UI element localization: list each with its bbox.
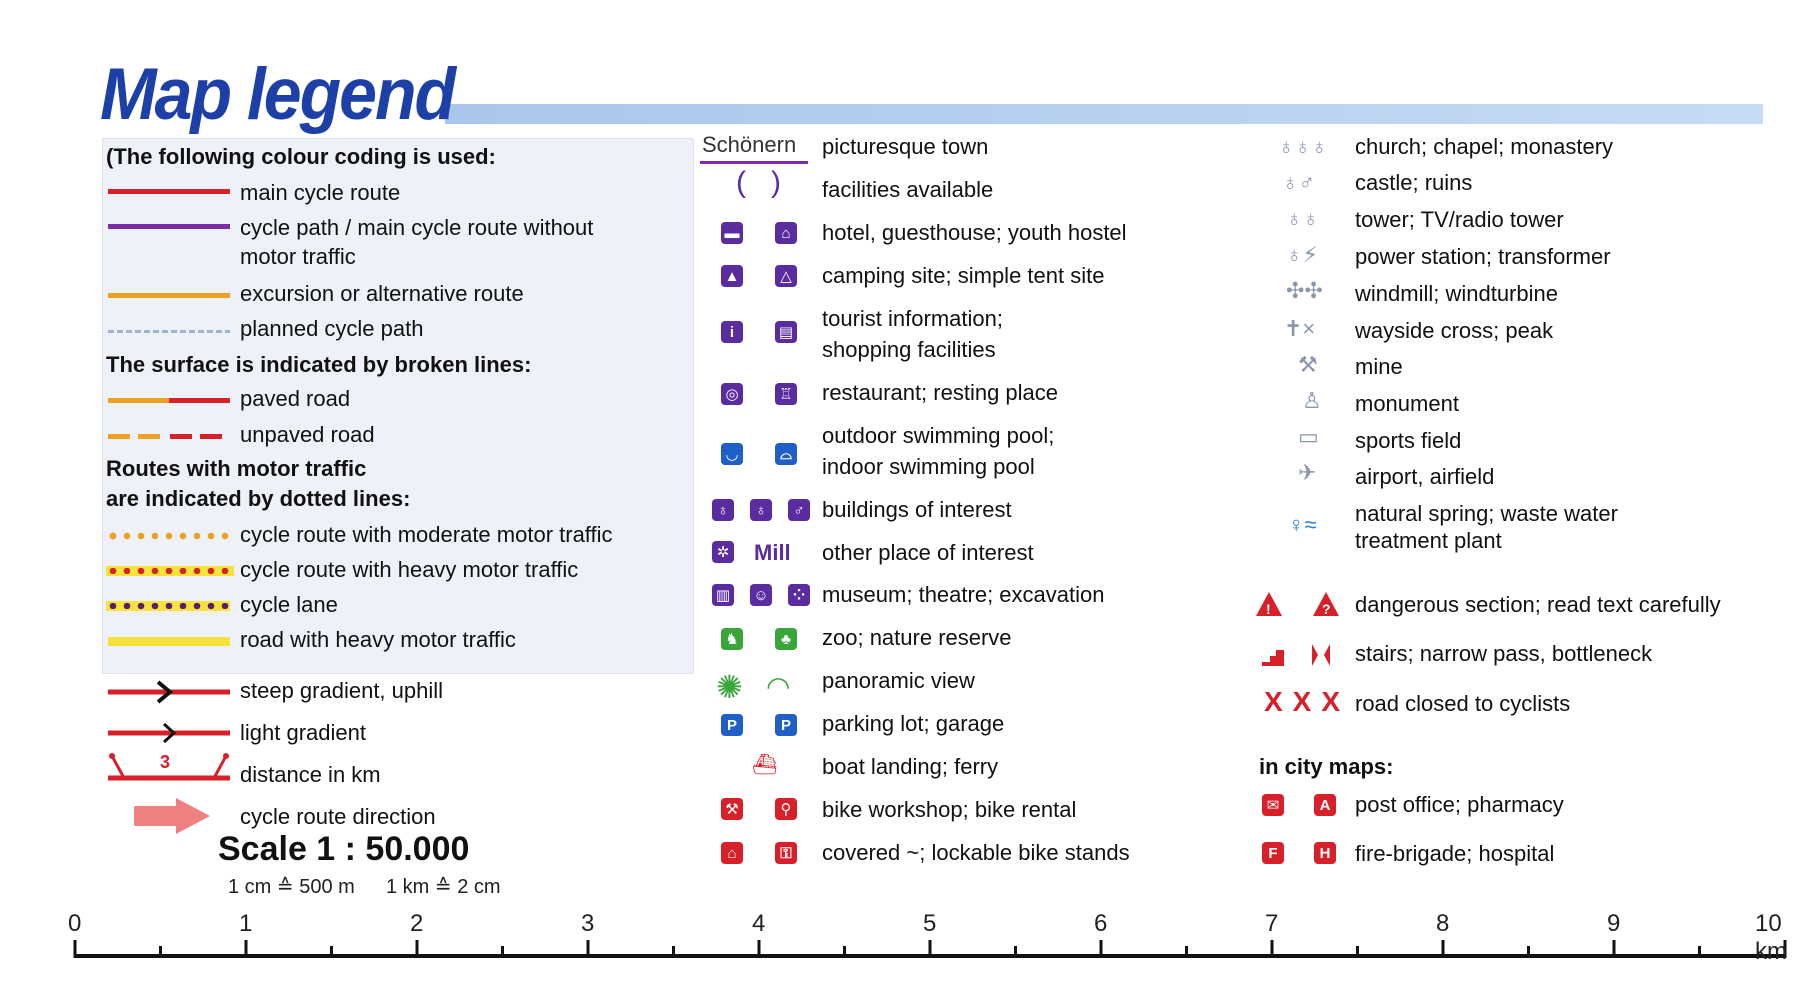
nature-reserve-icon: ♣	[775, 628, 797, 650]
legend-paved: paved road	[240, 386, 351, 411]
legend-parking: parking lot; garage	[822, 711, 1005, 736]
legend-treatment: treatment plant	[1355, 528, 1502, 553]
ferry-icon: ⛴	[752, 754, 778, 776]
legend-stairs: stairs; narrow pass, bottleneck	[1355, 641, 1653, 666]
legend-castle: castle; ruins	[1355, 170, 1473, 195]
unpaved-road-line-b	[170, 434, 230, 439]
legend-sports: sports field	[1355, 428, 1462, 453]
covered-stands-icon: ⌂	[721, 842, 743, 864]
scale-minor-tick	[1698, 946, 1701, 958]
legend-post-office: post office; pharmacy	[1355, 792, 1564, 817]
scale-tick-label: 1	[239, 910, 253, 937]
panoramic-half-icon: ◠	[766, 671, 791, 702]
legend-steep: steep gradient, uphill	[240, 678, 444, 703]
monument-icon: ♙	[1302, 388, 1322, 413]
scale-tick-label: 7	[1265, 910, 1279, 937]
legend-bike-workshop: bike workshop; bike rental	[822, 797, 1077, 822]
unpaved-road-line-a	[108, 434, 168, 439]
resting-place-icon: ♖	[775, 383, 797, 405]
town-underline	[700, 161, 808, 164]
scale-minor-tick	[1356, 946, 1359, 958]
scale-tick-label: 6	[1094, 910, 1108, 937]
stairs-bottleneck-icons	[1260, 640, 1340, 670]
scale-tick-label: 9	[1607, 910, 1621, 937]
alternative-route-line	[108, 293, 230, 298]
legend-power: power station; transformer	[1355, 244, 1611, 269]
fire-brigade-icon: F	[1262, 842, 1284, 864]
scale-minor-tick	[1527, 946, 1530, 958]
legend-light: light gradient	[240, 720, 366, 745]
legend-unpaved: unpaved road	[240, 422, 375, 447]
legend-panoramic: panoramic view	[822, 668, 975, 693]
surface-heading: The surface is indicated by broken lines:	[106, 352, 532, 377]
indoor-pool-icon: ⌓	[775, 443, 797, 465]
scale-major-tick	[929, 940, 932, 958]
moderate-traffic-dots	[106, 532, 234, 540]
scale-minor-tick	[1185, 946, 1188, 958]
legend-spring: natural spring; waste water	[1355, 501, 1618, 526]
post-office-icon: ✉	[1262, 794, 1284, 816]
legend-shopping: shopping facilities	[822, 337, 996, 362]
legend-cycle-lane: cycle lane	[240, 592, 338, 617]
legend-cross: wayside cross; peak	[1355, 318, 1554, 343]
legend-tourist-info: tourist information;	[822, 306, 1003, 331]
bike-workshop-icon: ⚒	[721, 798, 743, 820]
spring-icon: ♀≈	[1288, 512, 1317, 537]
legend-tower: tower; TV/radio tower	[1355, 207, 1564, 232]
church-icon: ♁♁♁	[1278, 134, 1328, 159]
scale-major-tick	[1100, 940, 1103, 958]
building-icon-3: ♂	[788, 499, 810, 521]
cycle-path-line	[108, 224, 230, 229]
scale-tick-label: 10 km	[1755, 910, 1787, 965]
legend-road-closed: road closed to cyclists	[1355, 691, 1571, 716]
excavation-icon: ⁘	[788, 584, 810, 606]
main-route-line	[108, 189, 230, 194]
scale-major-tick	[1613, 940, 1616, 958]
zoo-icon: ♞	[721, 628, 743, 650]
legend-facilities: facilities available	[822, 177, 994, 202]
scale-sub-1: 1 cm ≙ 500 m	[228, 876, 355, 898]
info-icon: i	[721, 321, 743, 343]
scale-bar	[70, 940, 1790, 970]
legend-indoor-pool: indoor swimming pool	[822, 454, 1035, 479]
museum-icon: ▥	[712, 584, 734, 606]
legend-windmill: windmill; windturbine	[1355, 281, 1558, 306]
hospital-icon: H	[1314, 842, 1336, 864]
scale-tick-label: 0	[68, 910, 82, 937]
castle-icon: ♁♂	[1282, 170, 1315, 195]
legend-hotel: hotel, guesthouse; youth hostel	[822, 220, 1127, 245]
scale-title: Scale 1 : 50.000	[218, 830, 470, 868]
legend-zoo: zoo; nature reserve	[822, 625, 1012, 650]
scale-tick-label: 5	[923, 910, 937, 937]
legend-church: church; chapel; monastery	[1355, 134, 1614, 159]
legend-heavy-road: road with heavy motor traffic	[240, 627, 516, 652]
legend-heavy-traffic: cycle route with heavy motor traffic	[240, 557, 579, 582]
legend-moderate-traffic: cycle route with moderate motor traffic	[240, 522, 613, 547]
power-station-icon: ♁⚡	[1286, 242, 1318, 267]
legend-fire-brigade: fire-brigade; hospital	[1355, 841, 1555, 866]
legend-museum: museum; theatre; excavation	[822, 582, 1105, 607]
legend-alternative: excursion or alternative route	[240, 281, 524, 306]
mine-icon: ⚒	[1298, 352, 1318, 377]
legend-restaurant: restaurant; resting place	[822, 380, 1059, 405]
panoramic-view-icon: ✺	[716, 669, 743, 705]
city-maps-heading: in city maps:	[1259, 754, 1394, 779]
scale-major-tick	[587, 940, 590, 958]
scale-minor-tick	[501, 946, 504, 958]
mill-label: Mill	[754, 540, 791, 565]
scale-major-tick	[758, 940, 761, 958]
legend-camping: camping site; simple tent site	[822, 263, 1105, 288]
restaurant-icon: ◎	[721, 383, 743, 405]
danger-icons	[1254, 590, 1344, 620]
scale-major-tick	[1442, 940, 1445, 958]
shopping-icon: ▤	[775, 321, 797, 343]
legend-buildings: buildings of interest	[822, 497, 1012, 522]
cross-icon: ✝×	[1284, 316, 1316, 341]
theatre-icon: ☺	[750, 584, 772, 606]
legend-planned: planned cycle path	[240, 316, 424, 341]
scale-major-tick	[416, 940, 419, 958]
direction-arrow	[130, 796, 212, 836]
svg-text:?: ?	[1322, 601, 1331, 617]
legend-distance: distance in km	[240, 762, 381, 787]
camping-icon: ▲	[721, 265, 743, 287]
outdoor-pool-icon: ◡	[721, 443, 743, 465]
legend-mine: mine	[1355, 354, 1403, 379]
legend-bike-stands: covered ~; lockable bike stands	[822, 840, 1130, 865]
legend-ferry: boat landing; ferry	[822, 754, 999, 779]
legend-monument: monument	[1355, 391, 1459, 416]
heavy-traffic-dots	[106, 568, 234, 574]
heavy-road-line	[108, 637, 230, 646]
planned-path-line	[108, 330, 230, 333]
airport-icon: ✈	[1298, 460, 1317, 485]
facilities-brackets: ( )	[736, 166, 781, 199]
legend-direction: cycle route direction	[240, 804, 436, 829]
scale-minor-tick	[1014, 946, 1017, 958]
scale-minor-tick	[843, 946, 846, 958]
road-closed-icon: XXX	[1264, 686, 1351, 717]
windmill-icon: ✣✣	[1286, 278, 1323, 303]
hotel-icon: ▬	[721, 222, 743, 244]
scale-minor-tick	[159, 946, 162, 958]
scale-major-tick	[74, 940, 77, 958]
legend-main-route: main cycle route	[240, 180, 401, 205]
youth-hostel-icon: ⌂	[775, 222, 797, 244]
distance-number: 3	[160, 752, 171, 772]
scale-major-tick	[245, 940, 248, 958]
legend-danger: dangerous section; read text carefully	[1355, 592, 1721, 617]
place-of-interest-icon: ✲	[712, 541, 734, 563]
bike-rental-icon: ⚲	[775, 798, 797, 820]
paved-road-line	[108, 398, 230, 403]
town-sample: Schönern	[702, 132, 797, 157]
tent-icon: △	[775, 265, 797, 287]
legend-airport: airport, airfield	[1355, 464, 1495, 489]
legend-outdoor-pool: outdoor swimming pool;	[822, 423, 1055, 448]
scale-sub-2: 1 km ≙ 2 cm	[386, 876, 501, 898]
building-icon-2: ♁	[750, 499, 772, 521]
scale-tick-label: 2	[410, 910, 424, 937]
legend-other-place: other place of interest	[822, 540, 1034, 565]
cycle-lane-dots	[106, 603, 230, 609]
scale-minor-tick	[330, 946, 333, 958]
parking-icon: P	[721, 714, 743, 736]
svg-text:!: !	[1266, 601, 1271, 617]
legend-town: picturesque town	[822, 134, 989, 159]
building-icon-1: ♁	[712, 499, 734, 521]
scale-tick-label: 4	[752, 910, 766, 937]
colour-heading: (The following colour coding is used:	[106, 144, 496, 169]
garage-icon: P	[775, 714, 797, 736]
scale-minor-tick	[672, 946, 675, 958]
legend-cycle-path-cont: motor traffic	[240, 244, 356, 269]
sports-field-icon: ▭	[1298, 424, 1319, 449]
tower-icon: ♁♁	[1286, 206, 1319, 231]
page-title: Map legend	[100, 52, 455, 136]
pharmacy-icon: A	[1314, 794, 1336, 816]
scale-major-tick	[1271, 940, 1274, 958]
motor-heading-1: Routes with motor traffic	[106, 456, 367, 481]
scale-tick-label: 3	[581, 910, 595, 937]
scale-tick-label: 8	[1436, 910, 1450, 937]
motor-heading-2: are indicated by dotted lines:	[106, 486, 411, 511]
title-band	[445, 104, 1763, 124]
legend-cycle-path: cycle path / main cycle route without	[240, 215, 594, 240]
lockable-stands-icon: ⚿	[775, 842, 797, 864]
